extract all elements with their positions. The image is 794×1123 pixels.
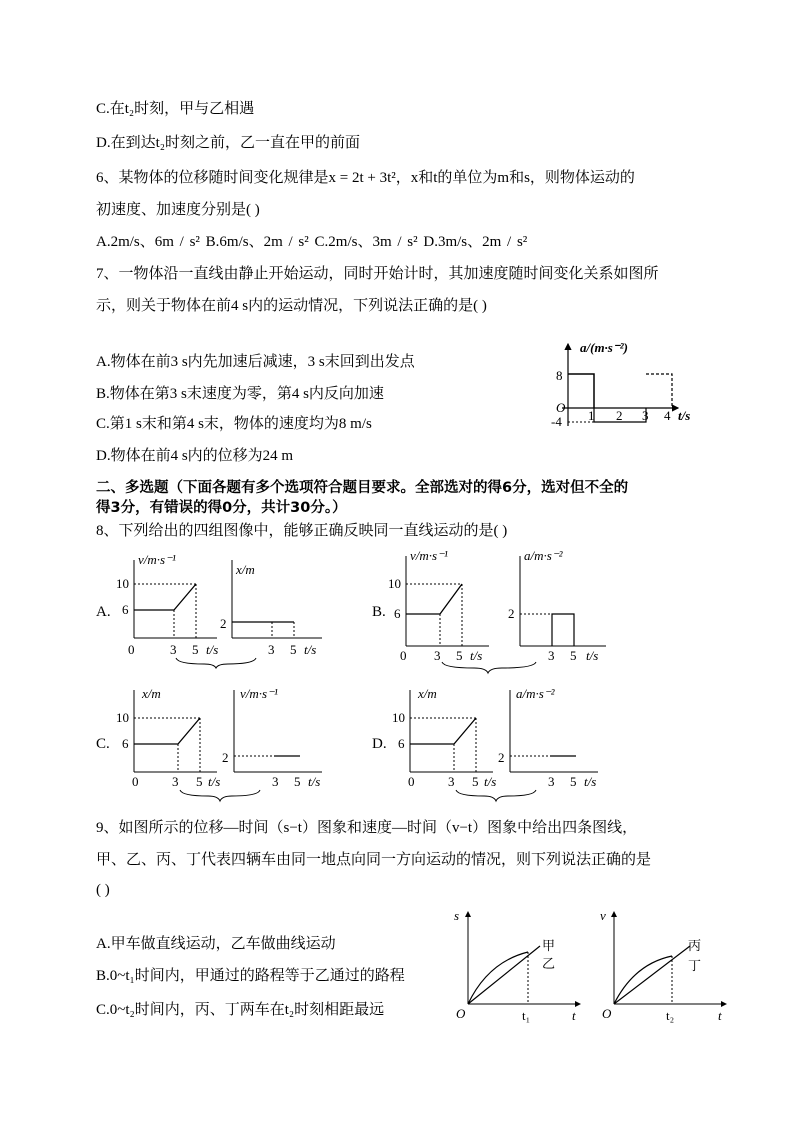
q7-x-axis-label: t/s <box>678 408 691 423</box>
q9-stem-line3: ( ) <box>96 882 110 898</box>
q9-v-curve-bing: 丙 <box>688 938 702 953</box>
q6-stem-line1: 6、某物体的位移随时间变化规律是x = 2t + 3t²，x和t的单位为m和s，则物体运动的 <box>96 170 635 186</box>
q9-s-xlabel: t <box>572 1008 576 1023</box>
q9-v-origin: O <box>602 1006 612 1021</box>
q8a-g1-origin: 0 <box>128 642 135 657</box>
q9-v-t-graph <box>598 906 738 1026</box>
q8c-g2-y2: 2 <box>222 750 229 765</box>
q5-option-d: D.在到达t₂时刻之前，乙一直在甲的前面 <box>96 135 360 151</box>
q9-v-ylabel: v <box>600 908 606 923</box>
q8a-g2-ylabel: x/m <box>236 562 255 577</box>
q7-acceleration-graph <box>548 334 708 430</box>
q9-option-c: C.0~t₂时间内，丙、丁两车在t₂时刻相距最远 <box>96 1002 385 1018</box>
q8d-g1-origin: 0 <box>408 774 415 789</box>
q7-origin: O <box>556 400 566 415</box>
q8c-g1-ylabel: x/m <box>142 686 161 701</box>
q8-option-d-label: D. <box>372 736 387 752</box>
q9-v-tick-t2: t₂ <box>666 1008 675 1023</box>
q8d-g2-xlabel: t/s <box>584 774 597 789</box>
q8b-g1-t5: 5 <box>456 648 463 663</box>
q8d-g2-t5: 5 <box>570 774 577 789</box>
q8a-g1-t3: 3 <box>170 642 177 657</box>
q8a-g2-y2: 2 <box>220 616 227 631</box>
q9-s-t-graph <box>452 906 592 1026</box>
q8c-g1-t3: 3 <box>172 774 179 789</box>
q7-x-tick-3: 3 <box>642 408 649 423</box>
q8b-g2-y2: 2 <box>508 606 515 621</box>
q7-x-tick-2: 2 <box>616 408 623 423</box>
q8d-g1-xlabel: t/s <box>484 774 497 789</box>
q8a-g1-y6: 6 <box>122 602 129 617</box>
q7-option-d: D.物体在前4 s内的位移为24 m <box>96 448 294 464</box>
q8b-g1-origin: 0 <box>400 648 407 663</box>
q9-s-curve-jia: 甲 <box>542 938 556 953</box>
q8b-g2-xlabel: t/s <box>586 648 599 663</box>
q8c-g1-y10: 10 <box>116 710 129 725</box>
q8-option-d-graphs <box>388 684 608 810</box>
q8d-g2-ylabel: a/m·s⁻² <box>516 686 555 701</box>
q8a-g1-xlabel: t/s <box>206 642 219 657</box>
q8-option-a-label: A. <box>96 604 111 620</box>
q8c-g2-t5: 5 <box>294 774 301 789</box>
q7-option-b: B.物体在第3 s末速度为零，第4 s内反向加速 <box>96 386 384 402</box>
q9-stem-line2: 甲、乙、丙、丁代表四辆车由同一地点向同一方向运动的情况，则下列说法正确的是 <box>96 852 652 868</box>
q9-option-a: A.甲车做直线运动，乙车做曲线运动 <box>96 936 336 952</box>
q8d-g2-y2: 2 <box>498 750 505 765</box>
q7-y-tick-8: 8 <box>556 368 563 383</box>
q9-option-b: B.0~t₁时间内，甲通过的路程等于乙通过的路程 <box>96 968 405 984</box>
q8b-g2-ylabel: a/m·s⁻² <box>524 548 563 563</box>
q8a-g1-t5: 5 <box>192 642 199 657</box>
q7-y-tick-neg4: -4 <box>551 414 562 429</box>
q8-option-c-label: C. <box>96 736 110 752</box>
q9-s-origin: O <box>456 1006 466 1021</box>
q8d-g1-t5: 5 <box>472 774 479 789</box>
q7-stem-line1: 7、一物体沿一直线由静止开始运动，同时开始计时，其加速度随时间变化关系如图所 <box>96 266 659 282</box>
q8c-g2-ylabel: v/m·s⁻¹ <box>240 686 278 701</box>
q7-option-a: A.物体在前3 s内先加速后减速，3 s末回到出发点 <box>96 354 415 370</box>
q8a-g1-y10: 10 <box>116 576 129 591</box>
q8-option-b-graphs <box>384 546 614 676</box>
q8b-g1-xlabel: t/s <box>470 648 483 663</box>
q7-x-tick-4: 4 <box>664 408 671 423</box>
q8b-g2-t5: 5 <box>570 648 577 663</box>
section-2-heading-line2: 得3分，有错误的得0分，共计30分。） <box>96 500 347 516</box>
q6-stem-line2: 初速度、加速度分别是( ) <box>96 202 260 218</box>
q8-option-c-graphs <box>112 684 332 810</box>
q8-option-a-graphs <box>112 550 332 670</box>
q8d-g1-y10: 10 <box>392 710 405 725</box>
q8b-g2-t3: 3 <box>548 648 555 663</box>
q8c-g1-y6: 6 <box>122 736 129 751</box>
q8c-g2-xlabel: t/s <box>308 774 321 789</box>
q7-option-c: C.第1 s末和第4 s末，物体的速度均为8 m/s <box>96 416 372 432</box>
q7-x-tick-1: 1 <box>588 408 595 423</box>
q6-options: A.2m/s、6m / s² B.6m/s、2m / s² C.2m/s、3m / s² D.3m/s、2m / s² <box>96 234 528 250</box>
q9-s-tick-t1: t₁ <box>522 1008 531 1023</box>
q8d-g2-t3: 3 <box>548 774 555 789</box>
q9-v-xlabel: t <box>718 1008 722 1023</box>
section-2-heading-line1: 二、多选题（下面各题有多个选项符合题目要求。全部选对的得6分，选对但不全的 <box>96 480 629 496</box>
q8d-g1-ylabel: x/m <box>418 686 437 701</box>
q8c-g2-t3: 3 <box>272 774 279 789</box>
q8a-g2-xlabel: t/s <box>304 642 317 657</box>
q8c-g1-t5: 5 <box>196 774 203 789</box>
q8-option-b-label: B. <box>372 604 386 620</box>
q8b-g1-y10: 10 <box>388 576 401 591</box>
q7-stem-line2: 示，则关于物体在前4 s内的运动情况，下列说法正确的是( ) <box>96 298 487 314</box>
q8b-g1-t3: 3 <box>434 648 441 663</box>
q5-option-c: C.在t₂时刻，甲与乙相遇 <box>96 101 255 117</box>
q8a-g2-t5: 5 <box>290 642 297 657</box>
q8d-g1-y6: 6 <box>398 736 405 751</box>
q9-stem-line1: 9、如图所示的位移—时间（s−t）图象和速度—时间（v−t）图象中给出四条图线， <box>96 820 638 836</box>
q9-v-curve-ding: 丁 <box>688 958 702 973</box>
q8-stem: 8、下列给出的四组图像中，能够正确反映同一直线运动的是( ) <box>96 523 508 539</box>
q9-s-curve-yi: 乙 <box>542 956 556 971</box>
q8d-g1-t3: 3 <box>448 774 455 789</box>
q7-y-axis-label: a/(m·s⁻²) <box>580 340 628 355</box>
q8b-g1-y6: 6 <box>394 606 401 621</box>
q9-s-ylabel: s <box>454 908 460 923</box>
q8a-g2-t3: 3 <box>268 642 275 657</box>
q8b-g1-ylabel: v/m·s⁻¹ <box>410 548 448 563</box>
q8c-g1-origin: 0 <box>132 774 139 789</box>
q8a-g1-ylabel: v/m·s⁻¹ <box>138 552 176 567</box>
q8c-g1-xlabel: t/s <box>208 774 221 789</box>
